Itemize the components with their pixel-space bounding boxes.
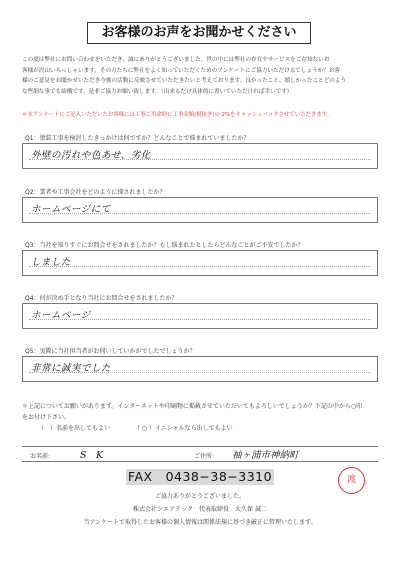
question-5-answer: 非常に誠実でした [31,363,112,374]
fax-number: FAX 0438−38−3310 [127,469,273,484]
intro-line: な些細な事でも結構です。是非ご協力お願い致します。（出来るだけ具体的に書いていただければ幸いです） [22,88,293,95]
question-4-answer-box[interactable] [22,303,378,329]
question-1-answer: 外壁の汚れや色あせ、劣化 [31,150,151,161]
seal-stamp: 渡 [338,467,365,494]
thanks-text: ご協力ありがとうございました。 [154,493,245,500]
company-text: 株式会社シエアテック 代表取締役 大久保 誠二 [133,506,267,513]
intro-line: 客様が沢山いらっしゃいます。その方たちに弊社をよく知っていただくためのアンケートにご協力いただけるでしょうか？お客 [22,67,341,74]
publish-choices [38,423,255,432]
intro-text [22,55,382,97]
consent-line: ＊上記についてお願いがあります。インターネットや印刷物に掲載させていただいてもよろしいでしょうか？下記の中から○印 [22,403,363,410]
name-value[interactable]: S K [80,450,104,461]
question-1-answer-box[interactable] [22,143,378,169]
question-3-answer: しました [31,257,72,268]
question-4-label: Q4：何が決め手となり当社にお問合せをされましたか？ [25,295,178,302]
question-3-label: Q3：当社を知りすぐにお問合せをされましたか？もし悩まれたとしたらどんなことがご不安でしたか？ [25,242,304,249]
choice-name-ok[interactable]: （ ）名前を出してもよい [38,425,111,432]
choice-initials-ok[interactable]: （ ○ ）イニシャルなら出してもよい [133,425,233,432]
cashback-note: ＊本アンケートにご記入いただいたお客様には工事ご用命時に工事金額(税抜き)の 2%をキャッシュバックさせていただきます。 [22,112,333,118]
respondent-row [22,446,378,462]
consent-text [22,401,382,423]
question-4-answer: ホームページ [31,310,91,321]
intro-line: この度は弊社にお問い合わせをいただき、誠にありがとうございました。世の中には弊社の存在やサービスをご存知ないお [22,57,330,63]
question-5-answer-box[interactable] [22,356,378,382]
address-value[interactable]: 袖ヶ浦市神納町 [232,450,299,461]
guide-line [29,266,371,267]
question-1-label: Q1：塗装工事を検討したきっかけは何ですか？どんなことで悩まれていましたか？ [25,135,250,142]
name-label: お名前: [30,453,51,460]
question-2-answer: ホームページにて [31,204,111,215]
question-2-label: Q2：業者や工事会社をどのように探されましたか？ [25,189,166,196]
intro-line: 様のご意見をお聞かせいただき今後の活動に反映させていただきたいと考えております。良かったこと、嬉しかったことどのよう [22,78,346,85]
page-title: お客様のお声をお聞かせください [87,22,311,44]
question-2-answer-box[interactable] [22,197,378,223]
question-5-label: Q5：実際に当社担当者がお伺いしていかがでしたでしょうか？ [25,348,196,355]
question-3-answer-box[interactable] [22,250,378,276]
privacy-text: 当アンケートで取得したお客様の個人情報は関係法規に基づき厳正に管理いたします。 [83,519,317,526]
consent-line: をお付け下さい。 [22,414,71,421]
address-label: ご住所: [194,453,215,460]
